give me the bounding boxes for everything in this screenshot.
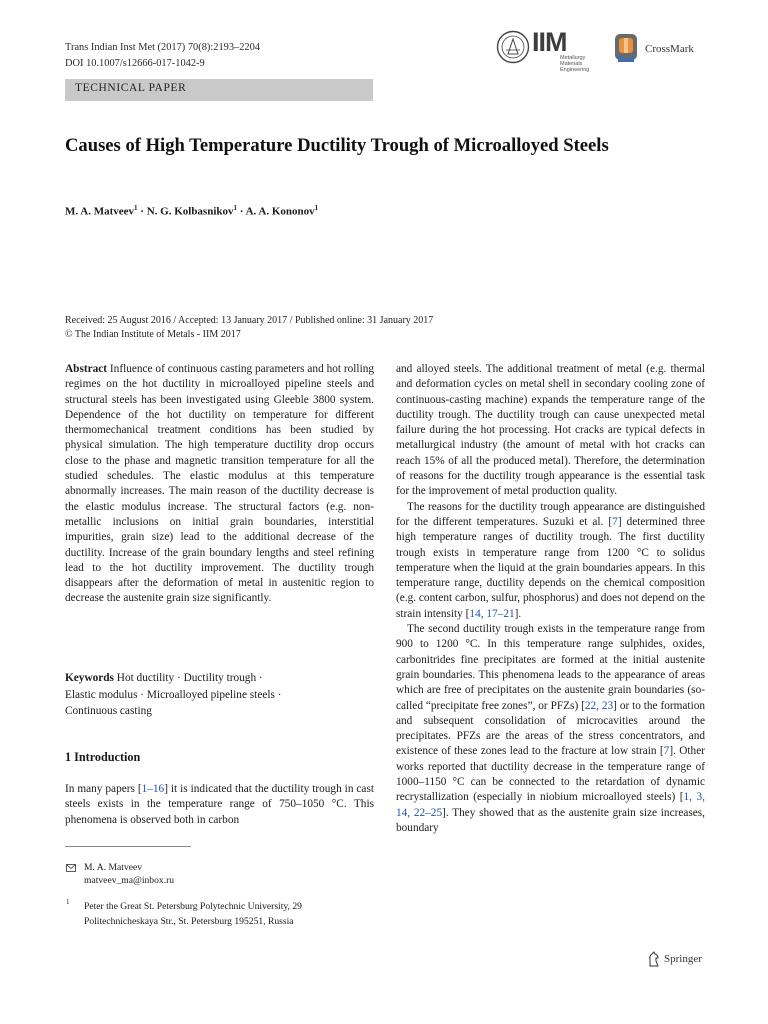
citation-link[interactable]: 7 (663, 745, 670, 758)
corresponding-author-email[interactable]: matveev_ma@inbox.ru (84, 875, 175, 886)
author-name[interactable]: M. A. Matveev (65, 205, 135, 218)
doi[interactable]: DOI 10.1007/s12666-017-1042-9 (65, 57, 205, 69)
iim-logo-subtitle: Metallurgy Materials Engineering (560, 55, 590, 73)
springer-logo-text: Springer (664, 953, 702, 965)
keywords-line: Continuous casting (65, 705, 152, 717)
author-affiliation-mark: 1 (314, 204, 319, 212)
iim-logo-text: IIM (532, 27, 567, 57)
iim-seal-icon (496, 30, 530, 64)
paragraph: and alloyed steels. The additional treatment of metal (e.g. thermal and deformation cycles on metal shell in secondary cooling zone of continuous-casting machine) expands the temperature range of the ductility trough. The ductility trough can cause unexpected metal failure during the hot processing. Hot cracks are typical defects in metallurgical industry (the amount of metal with hot cracks can reach 15% of all the produced metal). Therefore, the determination of reasons for the ductility trough appearance is the essential task for the improvement of metal production quality. (396, 363, 705, 498)
author-affiliation-mark: 1 (233, 204, 238, 212)
corresponding-author-name: M. A. Matveev (84, 862, 143, 873)
abstract-label: Abstract (65, 363, 108, 375)
paragraph: The second ductility trough exists in the temperature range from 900 to 1200 °C. In this temperature range sulphides, oxides, carbonitrides fine precipitates are formed at the initial austenite grain boundaries. This phenomena leads to the appearance of areas which are free of precipitates on the austenite grain boundaries (so-called “precipitate free zones”, or PFZs) [22, 23] or to the formation and subsequent consolidation of microcavities around the precipitates. PFZs are the areas of the stress concentrators, and existence of these zones lead to the fracture at low strain [7]. Other works reported that ductility decrease in the temperature range of 1000–1150 °C can be connected to the retardation of dynamic recrystallization (especially in niobium microalloyed steels) [1, 3, 14, 22–25]. They showed that as the austenite grain size increases, boundary (396, 623, 706, 834)
author-name[interactable]: N. G. Kolbasnikov (146, 205, 234, 218)
right-column-text (396, 362, 705, 836)
publication-dates (65, 314, 433, 342)
introduction-paragraph: In many papers [1–16] it is indicated that the ductility trough in cast steels exists in the temperature range of 750–1050 °C. This phenomena is observed both in carbon (65, 783, 374, 826)
crossmark-label[interactable]: CrossMark (645, 43, 694, 55)
keywords-line: Hot ductility · Ductility trough · (116, 672, 263, 684)
section-heading-introduction: 1 Introduction (65, 750, 141, 764)
citation-link[interactable]: 1–16 (141, 783, 165, 795)
crossmark-icon[interactable] (612, 32, 640, 66)
abstract (65, 362, 374, 607)
paper-type-label: TECHNICAL PAPER (75, 82, 187, 94)
abstract-text: Influence of continuous casting parameters and hot rolling regimes on the hot ductility in microalloyed pipeline steels and structural steels has been investigated using Gleeble 3800 system. Dependence of the hot ductility on temperature for different thermomechanical treatment conditions has been studied by physical simulation. The high temperature ductility drop occurs close to the phase and magnetic transition temperature for all the studied schedules. The elastic modulus at this temperature abnormally increases. The main reason of the ductility decrease is the elastic modulus increase. The structural factors (e.g. non-metallic inclusions on initial grain boundaries, interstitial impurities, grain size) lead to the additional decrease of the ductility. Increase of the grain boundary lengths and steel refining lead to the hot ductility improvement. The ductility trough disappears after the deformation of metal in austenitic region to decrease the austenite grain size significantly. (65, 363, 375, 605)
author-list: M. A. Matveev$^1$ · N. G. Kolbasnikov$^1$ · A. A. Kononov$^1$ (65, 204, 319, 218)
keywords-line: Elastic modulus · Microalloyed pipeline steels · (65, 688, 282, 701)
affiliation-number: 1 (66, 898, 70, 906)
author-affiliation-mark: 1 (134, 204, 138, 212)
history-dates: Received: 25 August 2016 / Accepted: 13 January 2017 / Published online: 31 January 2017 (65, 315, 434, 326)
journal-header (65, 40, 260, 71)
copyright-line: © The Indian Institute of Metals - IIM 2017 (65, 329, 241, 340)
citation-link[interactable]: 14, 17–21 (469, 607, 515, 620)
citation-link[interactable]: 7 (612, 515, 618, 528)
affiliation: Peter the Great St. Petersburg Polytechnic University, 29 Politechnicheskaya Str., St. Petersburg 195251, Russia (84, 901, 302, 927)
author-name[interactable]: A. A. Kononov (245, 205, 315, 218)
paper-type-banner (65, 79, 373, 101)
envelope-icon (66, 864, 76, 872)
footnote-divider (65, 846, 191, 847)
keywords-label: Keywords (65, 672, 114, 684)
paper-title: Causes of High Temperature Ductility Trough of Microalloyed Steels (65, 135, 609, 156)
keywords (65, 670, 374, 720)
corresponding-author (84, 861, 174, 887)
citation-link[interactable]: 22, 23 (584, 699, 614, 712)
journal-citation: Trans Indian Inst Met (2017) 70(8):2193–2204 (65, 42, 261, 53)
paragraph: The reasons for the ductility trough appearance are distinguished for the different temperatures. Suzuki et al. [7] determined three high temperature ranges of ductility trough. The first ductility trough exists in temperature range from 1200 °C to solidus temperature when the liquid at the grain boundaries appears. In this temperature range, ductility depends on the chemical composition (e.g. content carbon, sulfur, phosphorus) and does not depend on the strain intensity [14, 17–21]. (396, 500, 705, 620)
springer-horse-icon (647, 951, 661, 967)
citation-link[interactable]: 1, 3, 14, 22–25 (396, 791, 705, 819)
